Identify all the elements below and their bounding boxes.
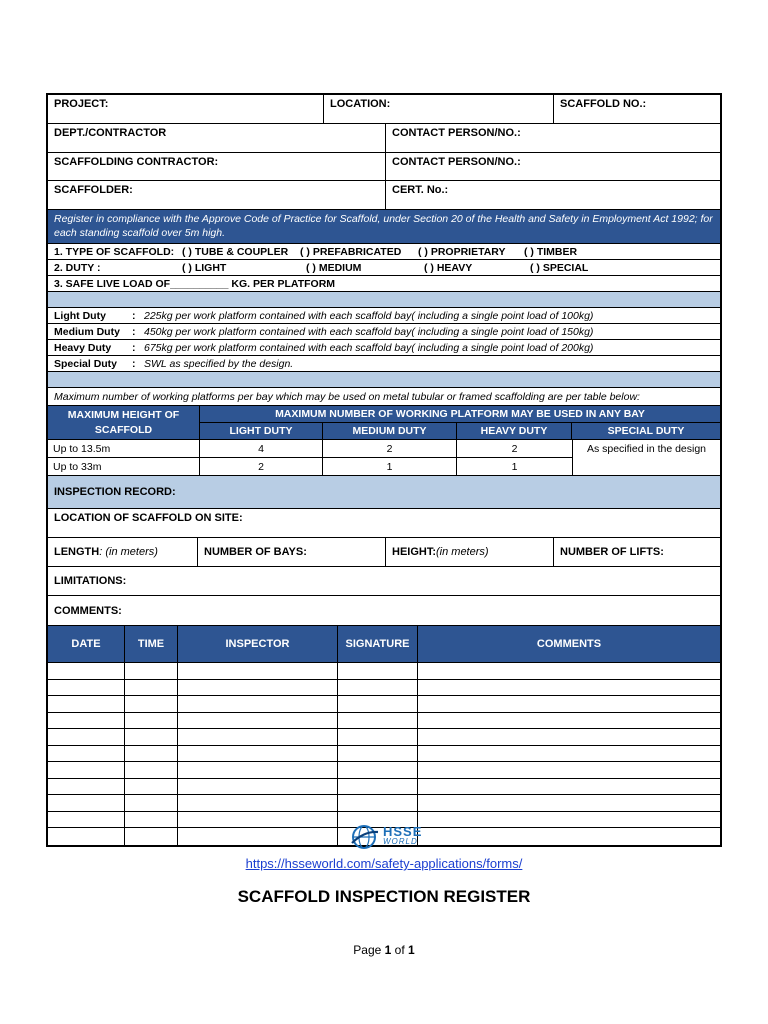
log-cell-signature[interactable] (338, 696, 418, 712)
log-cell-inspector[interactable] (178, 696, 338, 712)
log-cell-comments[interactable] (418, 696, 720, 712)
project-row (48, 95, 720, 124)
scaffolder-row (48, 181, 720, 210)
log-cell-time[interactable] (125, 696, 178, 712)
scaffolding-contractor-field[interactable]: SCAFFOLDING CONTRACTOR: (48, 153, 386, 180)
table-row (48, 696, 720, 713)
log-cell-time[interactable] (125, 828, 178, 845)
duty-desc-heavy: Heavy Duty : 675kg per work platform contained with each scaffold bay( including a single point load of 200kg) (48, 340, 720, 356)
comments-row (48, 596, 720, 626)
log-table-header (48, 626, 720, 663)
log-cell-date[interactable] (48, 713, 125, 729)
option-prefabricated[interactable]: ( ) PREFABRICATED (300, 245, 402, 258)
table-row (48, 795, 720, 812)
log-cell-date[interactable] (48, 795, 125, 811)
separator-band-2 (48, 372, 720, 388)
log-cell-inspector[interactable] (178, 680, 338, 696)
duty-label: 2. DUTY : (54, 261, 101, 274)
option-timber[interactable]: ( ) TIMBER (524, 245, 578, 258)
log-cell-inspector[interactable] (178, 795, 338, 811)
log-cell-date[interactable] (48, 779, 125, 795)
table-row (48, 779, 720, 796)
log-cell-comments[interactable] (418, 729, 720, 745)
log-cell-comments[interactable] (418, 680, 720, 696)
log-cell-inspector[interactable] (178, 663, 338, 679)
table-row: Up to 13.5m 4 2 2 (48, 440, 572, 458)
cert-no-field[interactable]: CERT. No.: (392, 184, 449, 196)
location-field[interactable]: LOCATION: (324, 95, 554, 123)
col-medium-duty: MEDIUM DUTY (323, 423, 457, 439)
log-cell-inspector[interactable] (178, 713, 338, 729)
contact-person-field-1[interactable]: CONTACT PERSON/NO.: (392, 127, 521, 139)
log-cell-comments[interactable] (418, 779, 720, 795)
log-cell-comments[interactable] (418, 795, 720, 811)
option-special[interactable]: ( ) SPECIAL (530, 261, 589, 274)
log-cell-comments[interactable] (418, 713, 720, 729)
log-cell-time[interactable] (125, 779, 178, 795)
log-cell-date[interactable] (48, 696, 125, 712)
log-cell-signature[interactable] (338, 779, 418, 795)
forms-link[interactable]: https://hsseworld.com/safety-applications/forms/ (245, 856, 523, 871)
log-cell-signature[interactable] (338, 680, 418, 696)
col-comments: COMMENTS (536, 638, 602, 650)
project-field[interactable]: PROJECT: (48, 95, 324, 123)
platform-table-body (48, 440, 720, 476)
log-cell-comments[interactable] (418, 762, 720, 778)
log-cell-date[interactable] (48, 663, 125, 679)
log-cell-time[interactable] (125, 762, 178, 778)
option-tube-coupler[interactable]: ( ) TUBE & COUPLER (182, 245, 289, 258)
log-cell-time[interactable] (125, 729, 178, 745)
log-cell-date[interactable] (48, 812, 125, 828)
scaffolding-contractor-row (48, 153, 720, 181)
option-proprietary[interactable]: ( ) PROPRIETARY (418, 245, 506, 258)
length-field[interactable]: LENGTH : (in meters) (48, 538, 198, 566)
dept-contractor-field[interactable]: DEPT./CONTRACTOR (48, 124, 386, 152)
logo-world-text: WORLD (383, 837, 418, 846)
log-cell-inspector[interactable] (178, 746, 338, 762)
log-cell-date[interactable] (48, 746, 125, 762)
col-signature: SIGNATURE (338, 626, 418, 662)
duty-desc-medium: Medium Duty : 450kg per work platform contained with each scaffold bay( including a single point load of 150kg) (48, 324, 720, 340)
special-duty-note: As specified in the design (572, 440, 720, 475)
comments-field[interactable]: COMMENTS: (54, 604, 122, 617)
log-cell-comments[interactable] (418, 663, 720, 679)
number-of-bays-field[interactable]: NUMBER OF BAYS: (198, 538, 386, 566)
duty-row (48, 260, 720, 276)
log-cell-time[interactable] (125, 746, 178, 762)
duty-desc-light: Light Duty : 225kg per work platform contained with each scaffold bay( including a single point load of 100kg) (48, 308, 720, 324)
dimensions-row (48, 538, 720, 567)
log-cell-comments[interactable] (418, 828, 720, 845)
separator-band-1 (48, 292, 720, 308)
max-platforms-note: Maximum number of working platforms per bay which may be used on metal tubular or framed scaffolding are per table below: (48, 388, 720, 406)
contact-person-field-2[interactable]: CONTACT PERSON/NO.: (392, 156, 521, 168)
col-light-duty: LIGHT DUTY (200, 423, 323, 439)
scaffolder-field[interactable]: SCAFFOLDER: (48, 181, 386, 209)
duty-desc-special: Special Duty : SWL as specified by the design. (48, 356, 720, 372)
limitations-row (48, 567, 720, 596)
option-heavy[interactable]: ( ) HEAVY (424, 261, 473, 274)
log-cell-time[interactable] (125, 795, 178, 811)
log-cell-inspector[interactable] (178, 812, 338, 828)
log-cell-inspector[interactable] (178, 762, 338, 778)
log-cell-time[interactable] (125, 812, 178, 828)
table-row (48, 762, 720, 779)
table-row (48, 746, 720, 763)
compliance-notice: Register in compliance with the Approve Code of Practice for Scaffold, under Section 20 of the Health and Safety in Employment Act 1992; for each standing scaffold over 5m high. (48, 210, 720, 244)
safe-live-load-row (48, 276, 720, 292)
table-row (48, 729, 720, 746)
log-cell-signature[interactable] (338, 713, 418, 729)
platform-table-header (48, 406, 720, 440)
col-date: DATE (48, 626, 125, 662)
height-field[interactable]: HEIGHT: (in meters) (386, 538, 554, 566)
log-cell-date[interactable] (48, 680, 125, 696)
log-cell-signature[interactable] (338, 663, 418, 679)
log-cell-time[interactable] (125, 663, 178, 679)
scaffold-no-field[interactable]: SCAFFOLD NO.: (560, 98, 647, 110)
number-of-lifts-field[interactable]: NUMBER OF LIFTS: (560, 546, 664, 558)
log-cell-comments[interactable] (418, 812, 720, 828)
limitations-field[interactable]: LIMITATIONS: (54, 575, 127, 587)
col-inspector: INSPECTOR (178, 626, 338, 662)
option-light[interactable]: ( ) LIGHT (182, 261, 227, 274)
log-cell-inspector[interactable] (178, 828, 338, 845)
document-title: SCAFFOLD INSPECTION REGISTER (237, 887, 531, 906)
log-cell-date[interactable] (48, 762, 125, 778)
log-table-body (48, 663, 720, 845)
table-row (48, 663, 720, 680)
max-height-header: MAXIMUM HEIGHT OF SCAFFOLD (48, 406, 200, 439)
log-cell-signature[interactable] (338, 729, 418, 745)
scaffold-register-form (46, 93, 722, 847)
log-cell-date[interactable] (48, 729, 125, 745)
type-of-scaffold-label: 1. TYPE OF SCAFFOLD: (54, 245, 175, 258)
max-platform-group-header: MAXIMUM NUMBER OF WORKING PLATFORM MAY BE USED IN ANY BAY (200, 406, 720, 423)
log-cell-time[interactable] (125, 713, 178, 729)
log-cell-inspector[interactable] (178, 779, 338, 795)
hsse-world-logo (350, 822, 432, 852)
page-number: Page 1 of 1 (353, 943, 415, 957)
log-cell-time[interactable] (125, 680, 178, 696)
table-row (48, 713, 720, 730)
scaffold-location-row (48, 509, 720, 538)
log-cell-inspector[interactable] (178, 729, 338, 745)
scaffold-location-field[interactable]: LOCATION OF SCAFFOLD ON SITE: (54, 512, 243, 524)
logo-hsse-text: HSSE (383, 824, 423, 839)
log-cell-signature[interactable] (338, 795, 418, 811)
col-special-duty: SPECIAL DUTY (607, 425, 685, 437)
col-heavy-duty: HEAVY DUTY (457, 423, 572, 439)
inspection-record-title: INSPECTION RECORD: (48, 476, 720, 509)
table-row: Up to 33m 2 1 1 (48, 458, 572, 475)
dept-row (48, 124, 720, 153)
log-cell-comments[interactable] (418, 746, 720, 762)
type-of-scaffold-row (48, 244, 720, 260)
col-time: TIME (125, 626, 178, 662)
log-cell-signature[interactable] (338, 746, 418, 762)
globe-icon (350, 823, 380, 851)
log-cell-signature[interactable] (338, 762, 418, 778)
safe-live-load-label[interactable]: 3. SAFE LIVE LOAD OF__________ KG. PER PLATFORM (54, 277, 336, 290)
log-cell-date[interactable] (48, 828, 125, 845)
table-row (48, 680, 720, 697)
option-medium[interactable]: ( ) MEDIUM (306, 261, 362, 274)
